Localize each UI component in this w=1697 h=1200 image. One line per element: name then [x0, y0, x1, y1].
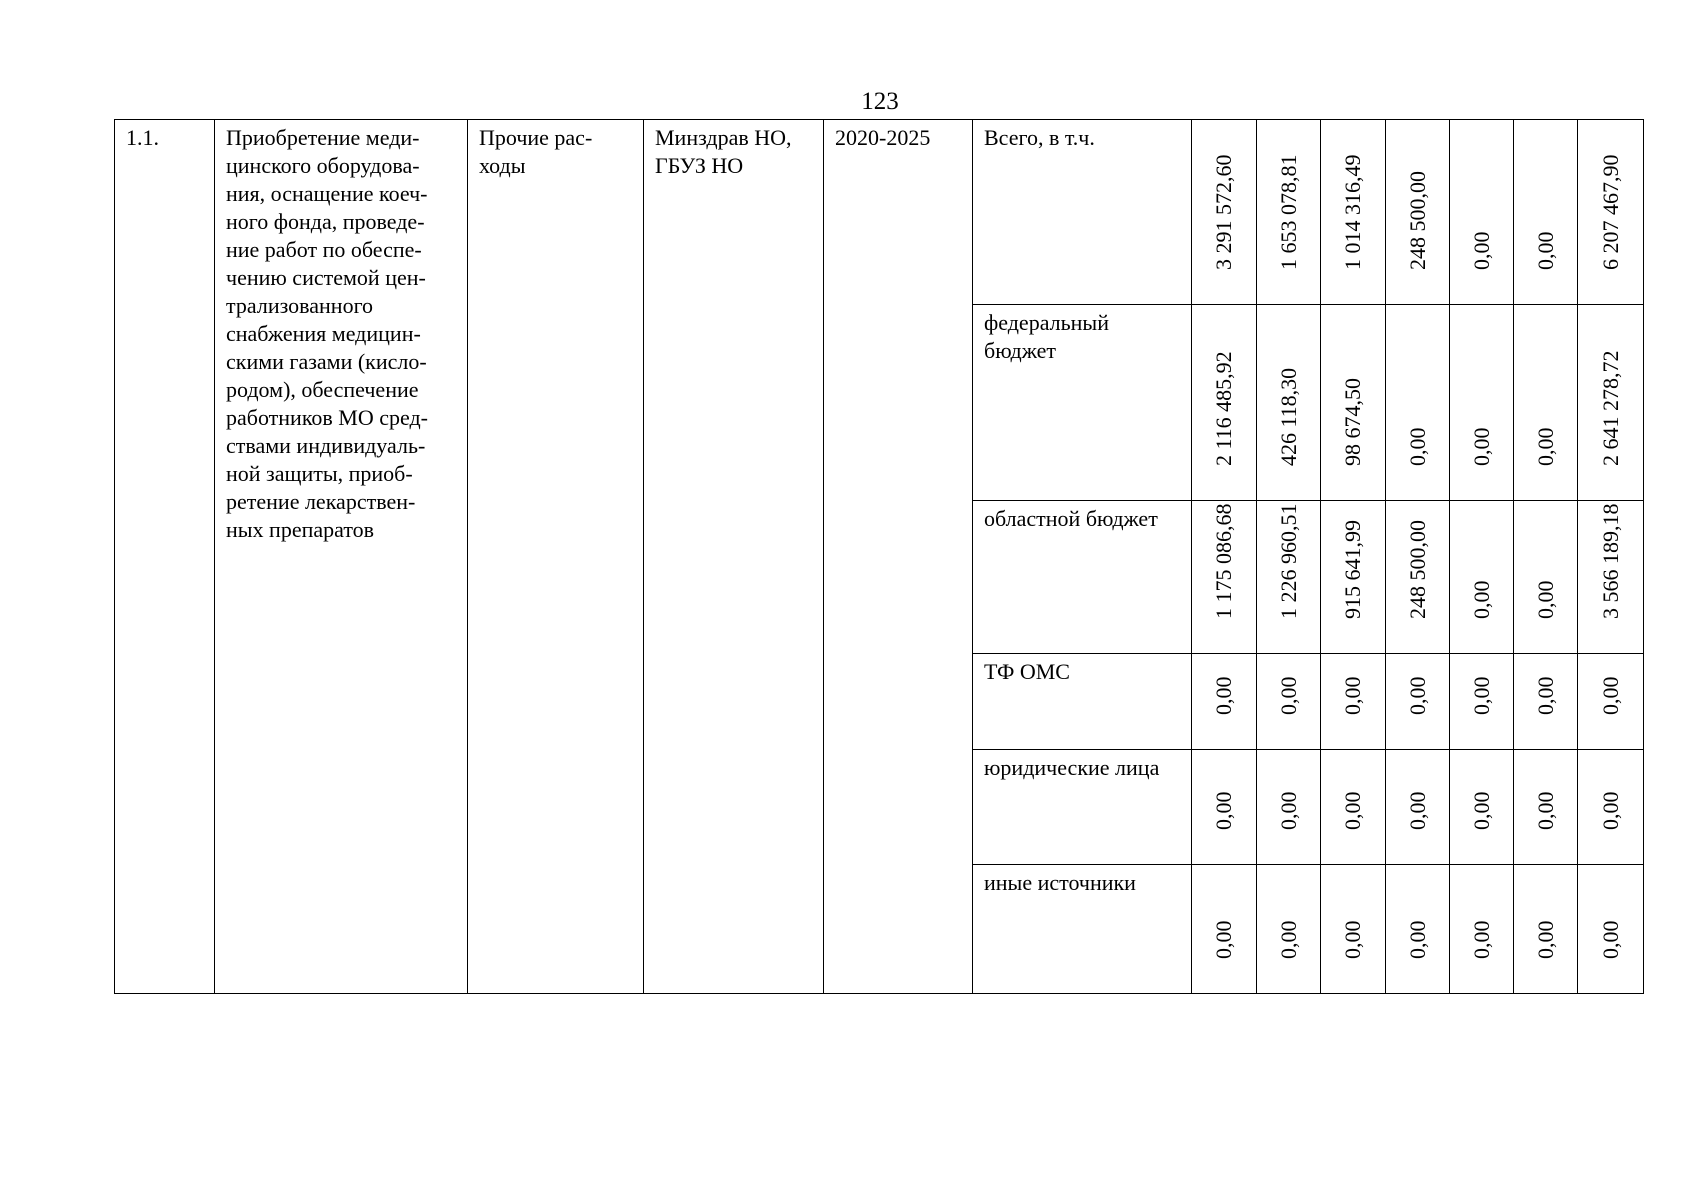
value-cell: [1450, 654, 1514, 750]
funding-source: федеральный бюджет: [984, 310, 1109, 363]
description-line: трализованного: [226, 293, 374, 318]
total-value-cell: [1578, 654, 1644, 750]
value-cell: [1450, 305, 1514, 501]
funding-value: 248 500,00: [1404, 171, 1430, 270]
value-cell: [1321, 501, 1386, 654]
funding-value: 426 118,30: [1275, 367, 1301, 466]
value-cell: [1514, 305, 1578, 501]
funding-total: 0,00: [1597, 791, 1623, 830]
funding-source: ТФ ОМС: [984, 659, 1070, 684]
description-line: ствами индивидуаль-: [226, 433, 426, 458]
period-cell: [824, 120, 973, 994]
funding-value: 0,00: [1468, 231, 1494, 270]
value-cell: [1192, 501, 1257, 654]
funding-value: 0,00: [1468, 920, 1494, 959]
total-value-cell: [1578, 750, 1644, 865]
funding-value: 2 116 485,92: [1211, 351, 1236, 466]
funding-value: 0,00: [1532, 676, 1558, 715]
expense-type-line: ходы: [479, 153, 526, 178]
value-cell: [1257, 501, 1321, 654]
value-cell: [1321, 654, 1386, 750]
measure-description: [215, 120, 467, 544]
funding-total: 0,00: [1597, 676, 1623, 715]
funding-source: иные источники: [984, 870, 1136, 895]
funding-value: 0,00: [1468, 791, 1494, 830]
responsible-executor: [644, 120, 823, 180]
funding-value: 1 014 316,49: [1340, 154, 1365, 270]
expense-type-line: Прочие рас-: [479, 125, 593, 150]
funding-source: Всего, в т.ч.: [984, 125, 1095, 150]
funding-row-total: [115, 120, 1644, 305]
description-line: ния, оснащение коеч-: [226, 181, 428, 206]
value-cell: [1514, 501, 1578, 654]
value-cell: [1192, 305, 1257, 501]
funding-value: 0,00: [1275, 676, 1301, 715]
source-cell: [973, 305, 1192, 501]
funding-total: 3 566 189,18: [1597, 503, 1623, 619]
row-number: 1.1.: [126, 125, 159, 150]
value-cell: [1450, 120, 1514, 305]
funding-value: 0,00: [1468, 676, 1494, 715]
description-line: работников МО сред-: [226, 405, 428, 430]
funding-total: 6 207 467,90: [1597, 154, 1623, 270]
source-cell: [973, 501, 1192, 654]
funding-value: 1 653 078,81: [1275, 154, 1301, 270]
description-line: цинского оборудова-: [226, 153, 420, 178]
total-value-cell: [1578, 501, 1644, 654]
description-line: ние работ по обеспе-: [226, 237, 422, 262]
value-cell: [1257, 750, 1321, 865]
value-cell: [1321, 750, 1386, 865]
funding-value: 248 500,00: [1404, 520, 1430, 619]
funding-value: 0,00: [1532, 920, 1558, 959]
total-value-cell: [1578, 120, 1644, 305]
funding-value: 915 641,99: [1340, 520, 1365, 619]
value-cell: [1257, 865, 1321, 994]
funding-total: 0,00: [1597, 920, 1623, 959]
description-line: ретение лекарствен-: [226, 489, 416, 514]
total-value-cell: [1578, 305, 1644, 501]
page-number: 123: [861, 88, 899, 115]
funding-value: 0,00: [1340, 676, 1365, 715]
funding-value: 0,00: [1275, 791, 1301, 830]
description-line: ного фонда, проведе-: [226, 209, 425, 234]
value-cell: [1321, 305, 1386, 501]
value-cell: [1192, 750, 1257, 865]
funding-total: 2 641 278,72: [1597, 350, 1623, 466]
funding-value: 0,00: [1468, 580, 1494, 619]
funding-source: юридические лица: [984, 755, 1160, 780]
funding-value: 1 175 086,68: [1211, 503, 1236, 619]
funding-value: 0,00: [1275, 920, 1301, 959]
value-cell: [1192, 865, 1257, 994]
funding-value: 0,00: [1340, 791, 1365, 830]
value-cell: [1386, 120, 1450, 305]
value-cell: [1257, 305, 1321, 501]
funding-value: 0,00: [1532, 427, 1558, 466]
source-cell: [973, 865, 1192, 994]
expense-type: [468, 120, 643, 180]
row-number-cell: [115, 120, 215, 994]
funding-value: 0,00: [1211, 676, 1236, 715]
value-cell: [1321, 865, 1386, 994]
value-cell: [1386, 654, 1450, 750]
value-cell: [1192, 120, 1257, 305]
total-value-cell: [1578, 865, 1644, 994]
funding-value: 0,00: [1404, 920, 1430, 959]
value-cell: [1386, 501, 1450, 654]
funding-value: 0,00: [1404, 676, 1430, 715]
funding-value: 0,00: [1340, 920, 1365, 959]
funding-value: 0,00: [1532, 580, 1558, 619]
value-cell: [1386, 305, 1450, 501]
funding-value: 3 291 572,60: [1211, 154, 1236, 270]
funding-value: 1 226 960,51: [1275, 503, 1301, 619]
responsible-line: Минздрав НО,: [655, 125, 792, 150]
value-cell: [1514, 120, 1578, 305]
responsible-cell: [644, 120, 824, 994]
expense-type-cell: [468, 120, 644, 994]
description-line: ных препаратов: [226, 517, 375, 542]
funding-value: 0,00: [1404, 427, 1430, 466]
value-cell: [1514, 750, 1578, 865]
description-line: ной защиты, приоб-: [226, 461, 413, 486]
value-cell: [1450, 750, 1514, 865]
value-cell: [1386, 865, 1450, 994]
value-cell: [1514, 865, 1578, 994]
value-cell: [1257, 654, 1321, 750]
responsible-line: ГБУЗ НО: [655, 153, 744, 178]
value-cell: [1514, 654, 1578, 750]
funding-value: 0,00: [1468, 427, 1494, 466]
description-cell: [215, 120, 468, 994]
funding-value: 0,00: [1532, 231, 1558, 270]
description-line: родом), обеспечение: [226, 377, 419, 402]
funding-value: 0,00: [1404, 791, 1430, 830]
funding-value: 0,00: [1211, 791, 1236, 830]
description-line: снабжения медицин-: [226, 321, 421, 346]
value-cell: [1450, 865, 1514, 994]
value-cell: [1257, 120, 1321, 305]
source-cell: [973, 120, 1192, 305]
value-cell: [1321, 120, 1386, 305]
funding-value: 0,00: [1211, 920, 1236, 959]
implementation-period: 2020-2025: [835, 125, 931, 150]
value-cell: [1386, 750, 1450, 865]
description-line: Приобретение меди-: [226, 125, 420, 150]
description-line: чению системой цен-: [226, 265, 426, 290]
value-cell: [1192, 654, 1257, 750]
program-table: [114, 119, 1644, 994]
source-cell: [973, 750, 1192, 865]
description-line: скими газами (кисло-: [226, 349, 427, 374]
value-cell: [1450, 501, 1514, 654]
source-cell: [973, 654, 1192, 750]
funding-value: 98 674,50: [1340, 378, 1365, 466]
funding-value: 0,00: [1532, 791, 1558, 830]
funding-source: областной бюджет: [984, 506, 1158, 531]
